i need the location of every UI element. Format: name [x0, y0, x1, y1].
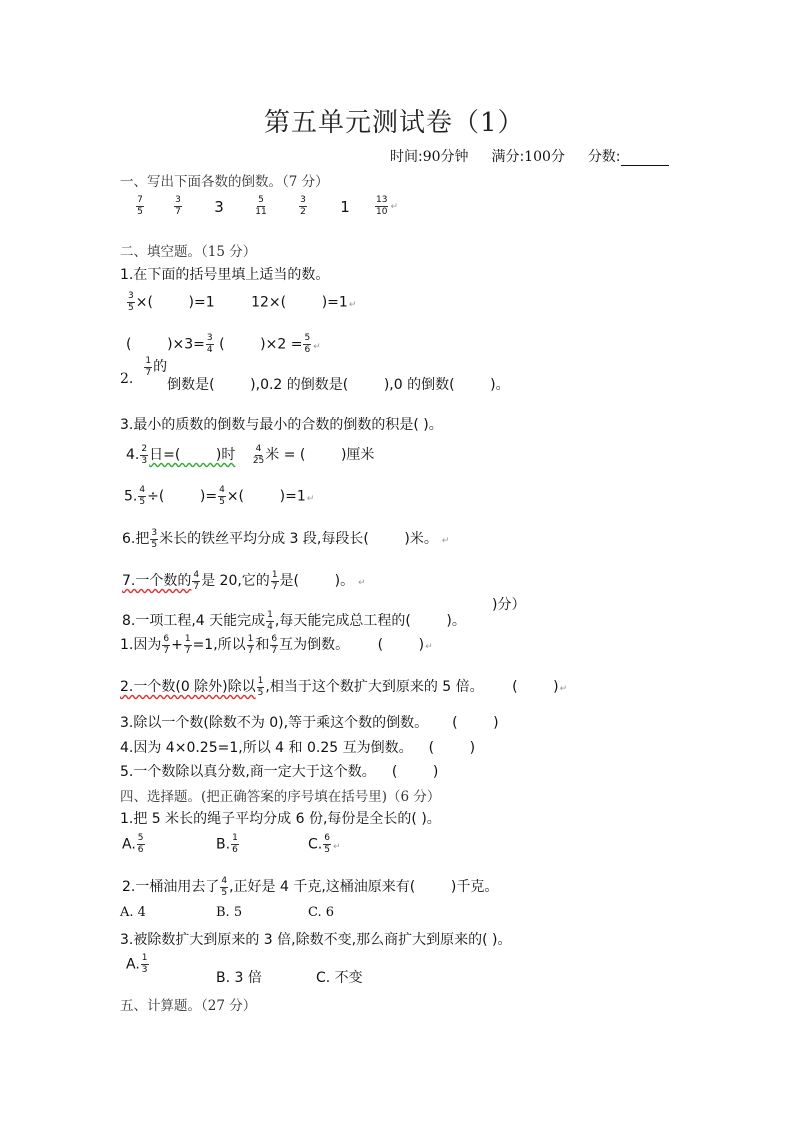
s4-q1-option-a[interactable]: A. $\frac{5}{6}$: [122, 833, 144, 855]
time-unit: 分钟: [440, 149, 469, 165]
s2-q8: 8.一项工程,4 天能完成 $\frac{1}{4}$ ,每天能完成总工程的( )。: [122, 609, 466, 632]
s3-q2: 2.一个数(0 除外)除以 $\frac{1}{5}$ ,相当于这个数扩大到原来的 5 倍。 ( )↵: [120, 675, 568, 698]
time-value: 90: [422, 149, 441, 165]
s2-q7: 7.一个数的 $\frac{4}{7}$ 是 20,它的 $\frac{1}{7}$ 是( )。 ↵: [122, 569, 366, 592]
s2-q3: 3.最小的质数的倒数与最小的合数的倒数的积是( )。: [120, 417, 443, 433]
overlap-fragment: )分）: [492, 597, 526, 613]
s4-q1-option-b[interactable]: B. $\frac{1}{6}$: [216, 833, 238, 855]
full-label: 满分:: [491, 149, 525, 165]
time-label: 时间:: [390, 149, 423, 165]
section4-heading: 四、选择题。(把正确答案的序号填在括号里)（6 分）: [120, 789, 441, 805]
score-blank[interactable]: [621, 152, 669, 166]
s4-q3-option-a[interactable]: A. $\frac{1}{3}$: [126, 953, 148, 975]
s2-q2: 2. $\frac{1}{7}$ 的倒数是( ),0.2 的倒数是( ),0 的倒数( )。: [120, 355, 510, 393]
full-value: 100: [524, 149, 551, 165]
s4-q2: 2.一桶油用去了 $\frac{4}{5}$ ,正好是 4 千克,这桶油原来有( )千克。: [122, 875, 499, 898]
reciprocal-item: 3: [214, 197, 224, 216]
answer-paren[interactable]: ( ): [391, 764, 439, 780]
s3-q3: 3.除以一个数(除数不为 0),等于乘这个数的倒数。 ( ): [120, 715, 499, 731]
reciprocal-item: $\frac{5}{11}$: [255, 195, 267, 217]
answer-paren[interactable]: ( ): [512, 679, 559, 695]
reciprocal-item: $\frac{3}{7}$: [175, 195, 181, 217]
s2-q5: 5. $\frac{4}{5}$ ÷( )= $\frac{4}{5}$ ×( )=1↵: [124, 485, 315, 507]
reciprocal-item: $\frac{7}{5}$: [137, 195, 143, 217]
answer-paren[interactable]: ( ): [377, 637, 425, 653]
section5-heading: 五、计算题。（27 分）: [120, 998, 257, 1014]
score-label: 分数:: [587, 149, 621, 165]
s4-q2-option-c[interactable]: C. 6: [308, 905, 335, 920]
s2-q1-text: 1.在下面的括号里填上适当的数。: [120, 267, 330, 283]
full-unit: 分: [550, 149, 565, 165]
s4-q3-option-b[interactable]: B. 3 倍: [216, 970, 262, 986]
section1-heading: 一、写出下面各数的倒数。（7 分）: [120, 174, 329, 190]
reciprocal-item: $\frac{3}{2}$: [300, 195, 306, 217]
s2-q1-line2: ( )×3= $\frac{3}{4}$ ( )×2 = $\frac{5}{6}$ ↵: [126, 333, 321, 355]
s4-q2-option-b[interactable]: B. 5: [216, 905, 243, 920]
s4-q3-option-c[interactable]: C. 不变: [316, 970, 363, 986]
section2-heading: 二、填空题。（15 分）: [120, 244, 257, 260]
s4-q1: 1.把 5 米长的绳子平均分成 6 份,每份是全长的( )。: [120, 811, 441, 827]
reciprocal-item: 1: [340, 197, 350, 216]
reciprocal-item: $\frac{13}{10}$ ↵: [376, 195, 398, 217]
s4-q2-option-a[interactable]: A. 4: [120, 905, 146, 920]
s4-q3: 3.被除数扩大到原来的 3 倍,除数不变,那么商扩大到原来的( )。: [120, 932, 512, 948]
s2-q6: 6.把 $\frac{3}{5}$ 米长的铁丝平均分成 3 段,每段长( )米。 ↵: [122, 527, 450, 550]
reciprocal-items: [122, 196, 406, 217]
exam-meta: [390, 146, 669, 166]
s2-q1-line1: $\frac{3}{5}$ ×( )=1 12×( )=1↵: [128, 291, 357, 313]
s3-q5: 5.一个数除以真分数,商一定大于这个数。 ( ): [120, 764, 439, 780]
answer-paren[interactable]: ( ): [428, 740, 476, 756]
answer-paren[interactable]: ( ): [452, 715, 499, 731]
s3-q1: 1.因为 $\frac{6}{7}$ + $\frac{1}{7}$ =1,所以 $\frac{1}{7}$ 和 $\frac{6}{7}$ 互为倒数。 ( )↵: [120, 633, 433, 656]
s4-q1-option-c[interactable]: C. $\frac{6}{5}$ ↵: [308, 833, 341, 855]
s2-q4: 4. $\frac{2}{3}$ 日=( )时 $\frac{4}{25}$ 米 = ( )厘米: [126, 443, 375, 466]
s3-q4: 4.因为 4×0.25=1,所以 4 和 0.25 互为倒数。 ( ): [120, 740, 476, 756]
page-title: 第五单元测试卷（1）: [264, 108, 525, 138]
